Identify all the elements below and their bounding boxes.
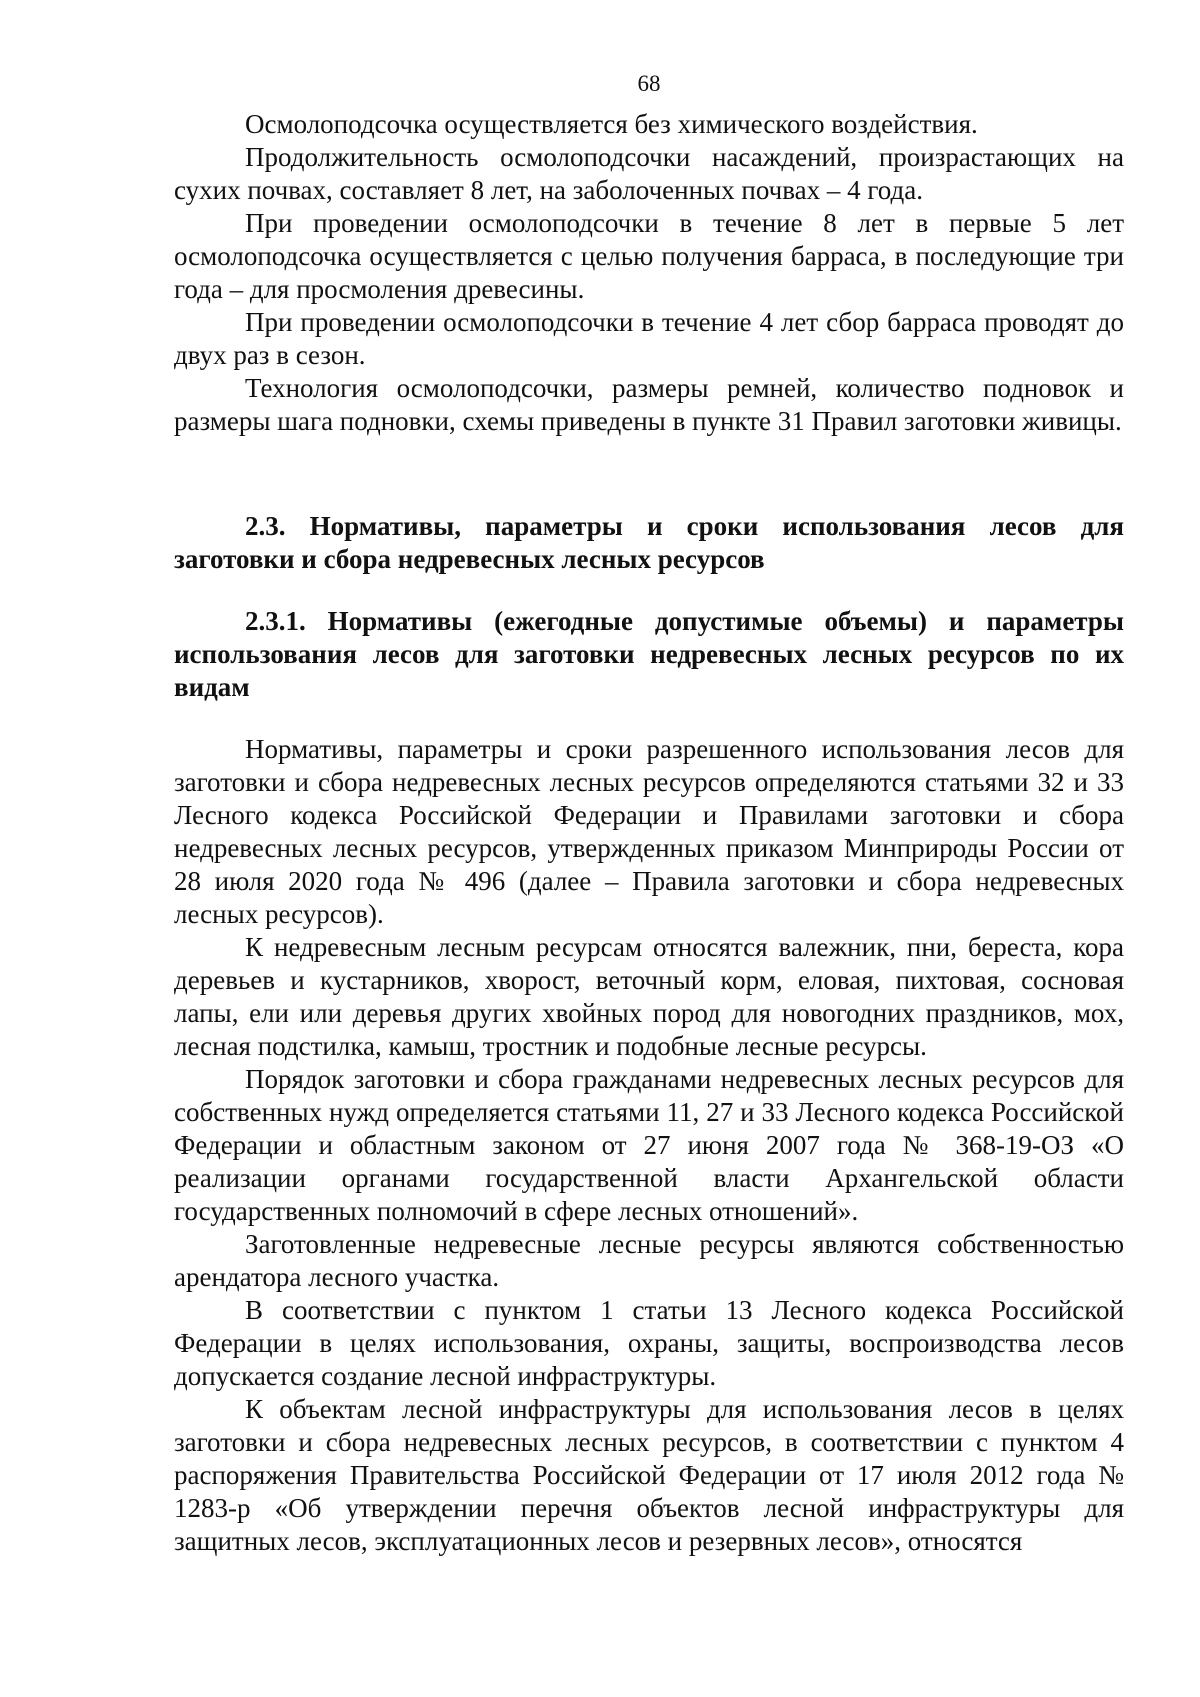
page-number: 68 [637,71,661,96]
document-page [174,70,1124,1558]
paragraph-tapping-technology: Технология осмолоподсочки, размеры ремней, количество подновок и размеры шага подновки, схемы приведены в пункте 31 Правил заготовки живицы. [174,373,1124,436]
subsection-heading: 2.3.1. Нормативы (ежегодные допустимые объемы) и параметры использования лесов для заготовки недревесных лесных ресурсов по их видам [174,606,1124,702]
heading-spacer [174,704,1124,733]
heading-spacer [174,576,1124,605]
paragraph-ownership: Заготовленные недревесные лесные ресурсы являются собственностью арендатора лесного участка. [174,1229,1124,1292]
section-spacer [174,438,1124,510]
paragraph-regulations: Нормативы, параметры и сроки разрешенного использования лесов для заготовки и сбора недревесных лесных ресурсов определяются статьями 32 и 33 Лесного кодекса Российской Федерации и Правилами заготовки и сбора недревесных лесных ресурсов, утвержденных приказом Минприроды России от 28 июля 2020 года № 496 (далее – Правила заготовки и сбора недревесных лесных ресурсов). [174,734,1124,929]
paragraph-citizens-procedure: Порядок заготовки и сбора гражданами недревесных лесных ресурсов для собственных нужд определяется статьями 11, 27 и 33 Лесного кодекса Российской Федерации и областным законом от 27 июня 2007 года № 368-19-ОЗ «О реализации органами государственной власти Архангельской области государственных полномочий в сфере лесных отношений». [174,1064,1124,1226]
paragraph-eight-year-tapping: При проведении осмолоподсочки в течение 8 лет в первые 5 лет осмолоподсочка осуществляется с целью получения барраса, в последующие три года – для просмоления древесины. [174,208,1124,304]
paragraph-resin-tapping-method: Осмолоподсочка осуществляется без химического воздействия. [245,109,978,139]
section-heading: 2.3. Нормативы, параметры и сроки использования лесов для заготовки и сбора недревесных лесных ресурсов [174,511,1124,574]
paragraph-infrastructure: В соответствии с пунктом 1 статьи 13 Лесного кодекса Российской Федерации в целях использования, охраны, защиты, воспроизводства лесов допускается создание лесной инфраструктуры. [174,1295,1124,1391]
paragraph-nontimber-list: К недревесным лесным ресурсам относятся валежник, пни, береста, кора деревьев и кустарников, хворост, веточный корм, еловая, пихтовая, сосновая лапы, ели или деревья других хвойных пород для новогодних праздников, мох, лесная подстилка, камыш, тростник и подобные лесные ресурсы. [174,932,1124,1061]
paragraph-four-year-tapping: При проведении осмолоподсочки в течение 4 лет сбор барраса проводят до двух раз в сезон. [174,307,1124,370]
paragraph-infrastructure-objects: К объектам лесной инфраструктуры для использования лесов в целях заготовки и сбора недревесных лесных ресурсов, в соответствии с пунктом 4 распоряжения Правительства Российской Федерации от 17 июля 2012 года № 1283-р «Об утверждении перечня объектов лесной инфраструктуры для защитных лесов, эксплуатационных лесов и резервных лесов», относятся [174,1394,1124,1556]
paragraph-tapping-duration: Продолжительность осмолоподсочки насаждений, произрастающих на сухих почвах, составляет 8 лет, на заболоченных почвах – 4 года. [174,142,1124,205]
